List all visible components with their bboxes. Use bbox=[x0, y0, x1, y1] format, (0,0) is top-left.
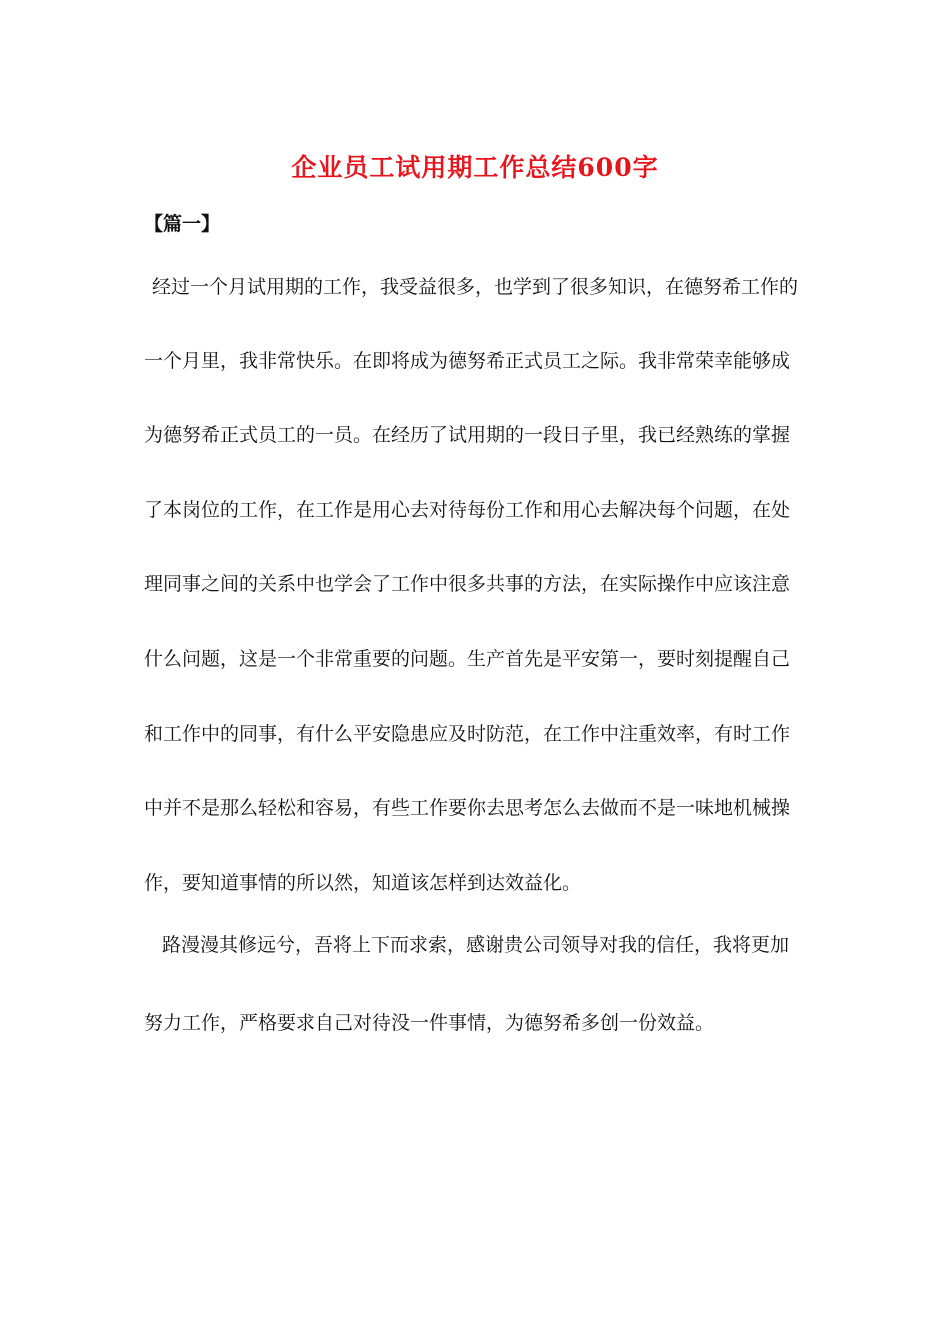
paragraph-line: 经过一个月试用期的工作，我受益很多，也学到了很多知识，在德努希工作的 bbox=[152, 276, 799, 298]
section-label: 【篇一】 bbox=[144, 213, 221, 235]
document-title: 企业员工试用期工作总结600字 bbox=[291, 153, 659, 182]
paragraph-line: 努力工作，严格要求自己对待没一件事情，为德努希多创一份效益。 bbox=[144, 1012, 715, 1034]
paragraph-line: 路漫漫其修远兮，吾将上下而求索，感谢贵公司领导对我的信任，我将更加 bbox=[162, 934, 790, 956]
paragraph-line: 为德努希正式员工的一员。在经历了试用期的一段日子里，我已经熟练的掌握 bbox=[144, 424, 791, 446]
paragraph-line: 理同事之间的关系中也学会了工作中很多共事的方法，在实际操作中应该注意 bbox=[144, 573, 791, 595]
paragraph-line: 什么问题，这是一个非常重要的问题。生产首先是平安第一，要时刻提醒自己 bbox=[144, 648, 791, 670]
paragraph-line: 和工作中的同事，有什么平安隐患应及时防范，在工作中注重效率，有时工作 bbox=[144, 723, 791, 745]
paragraph-line: 中并不是那么轻松和容易，有些工作要你去思考怎么去做而不是一味地机械操 bbox=[144, 797, 791, 819]
paragraph-line: 了本岗位的工作，在工作是用心去对待每份工作和用心去解决每个问题，在处 bbox=[144, 499, 791, 521]
paragraph-line: 作，要知道事情的所以然，知道该怎样到达效益化。 bbox=[144, 872, 582, 894]
paragraph-line: 一个月里，我非常快乐。在即将成为德努希正式员工之际。我非常荣幸能够成 bbox=[144, 350, 791, 372]
